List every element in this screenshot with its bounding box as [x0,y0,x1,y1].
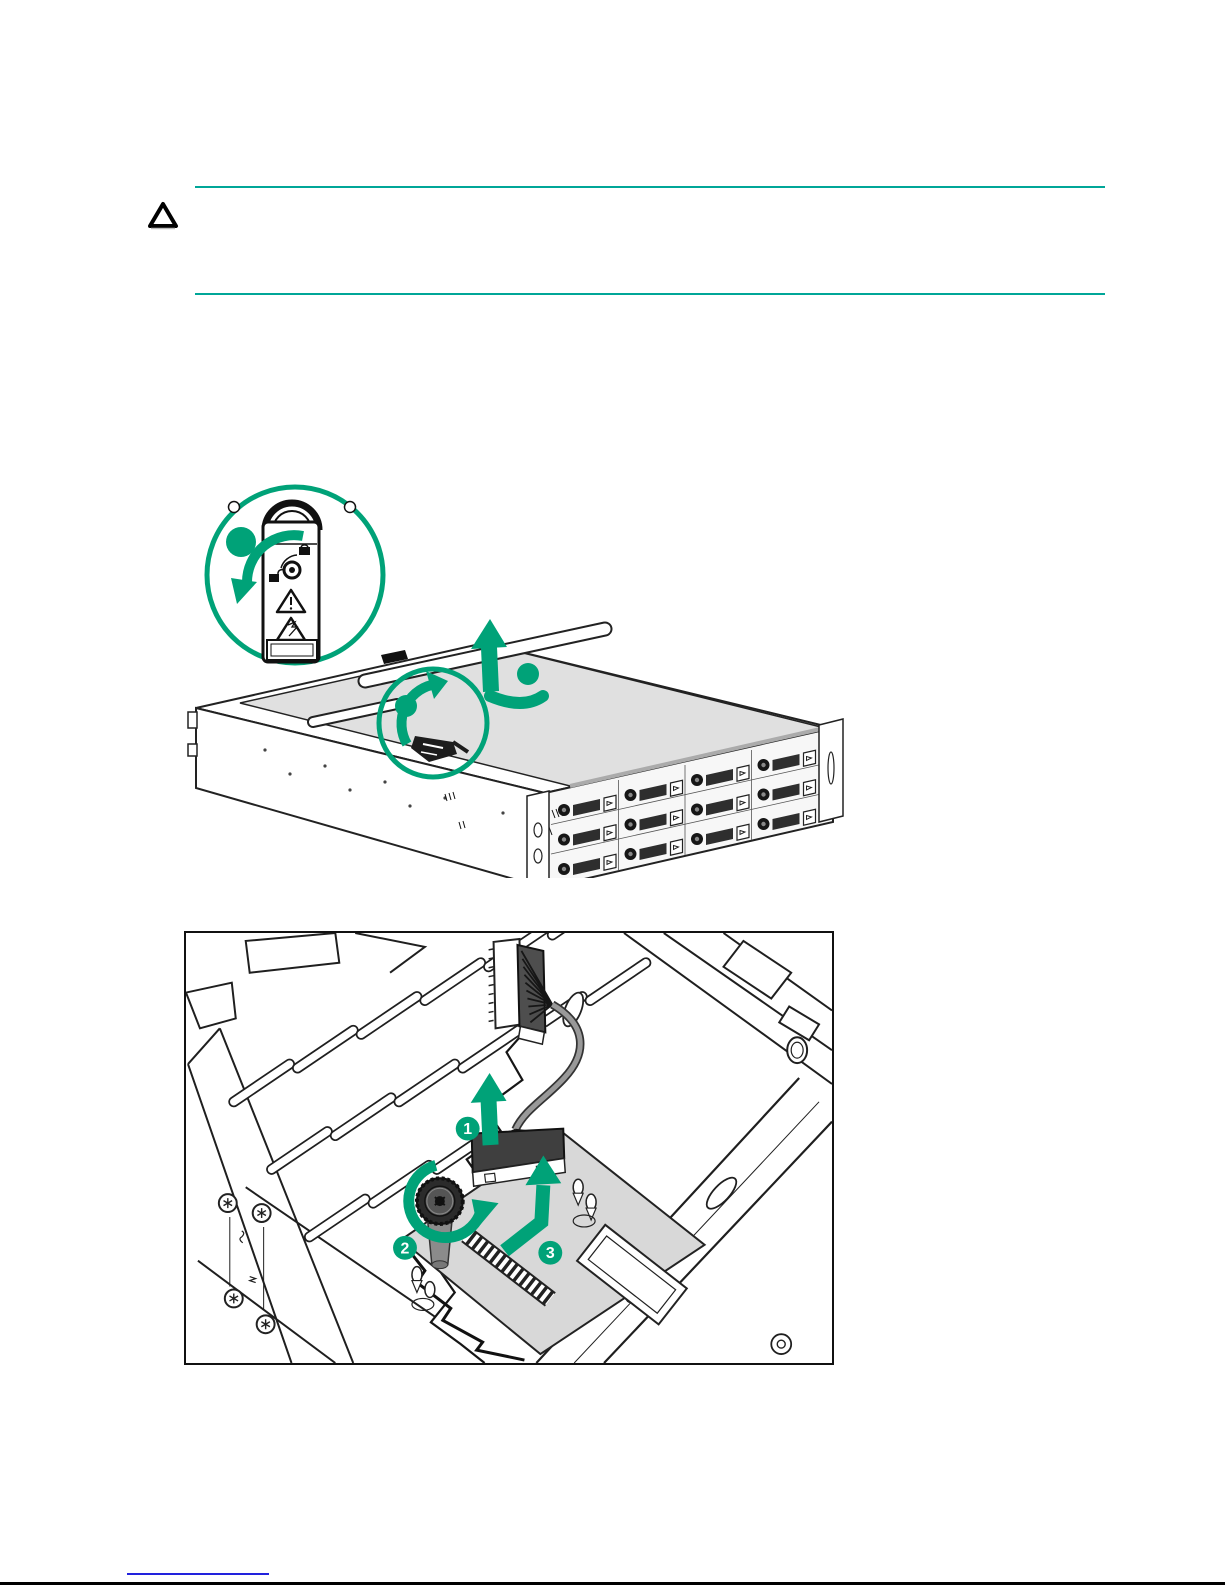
figure-internal-board-removal [184,931,834,1365]
latch-detail-callout [207,487,383,663]
svg-text:2: 2 [400,1240,410,1258]
figure-access-panel-removal [185,478,850,878]
caution-triangle-icon [147,201,179,230]
svg-text:3: 3 [545,1245,555,1263]
caution-note-top-rule [195,186,1105,188]
step-dot [395,695,417,717]
footer-link[interactable] [127,1573,269,1575]
latch-bottom-slot [267,640,317,660]
right-upper-rail [624,933,832,1084]
right-rack-ear [819,719,843,822]
svg-text:1: 1 [463,1121,473,1139]
left-rack-ear [527,791,549,878]
step-dot [517,663,539,685]
caution-note-bottom-rule [195,293,1105,295]
